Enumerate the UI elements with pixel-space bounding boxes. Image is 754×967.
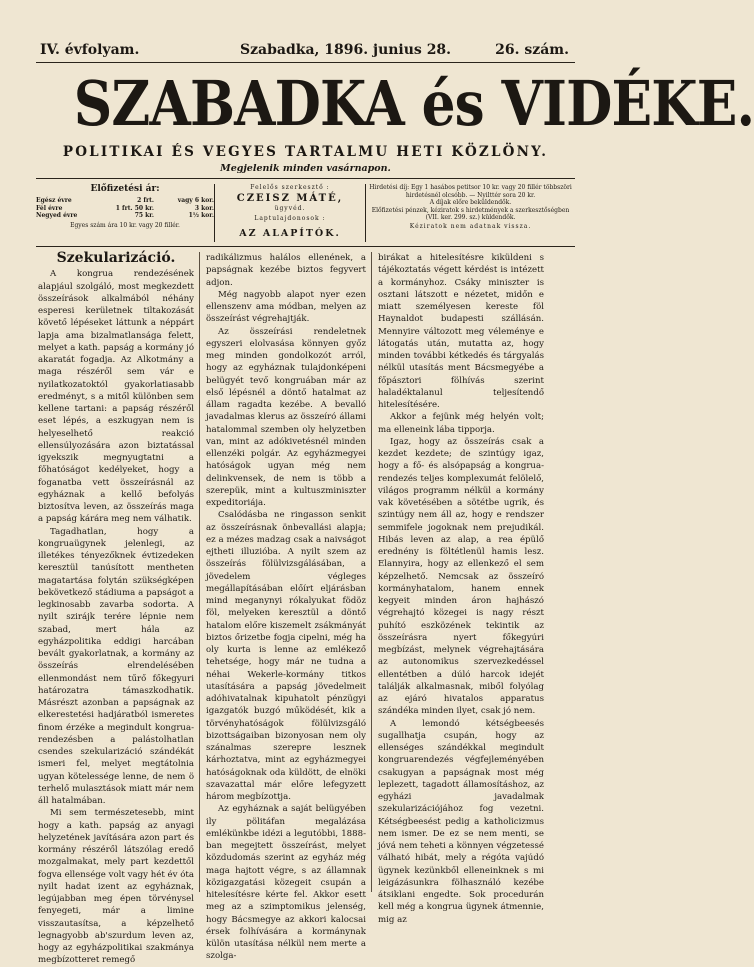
owners-label: Laptulajdonosok :	[254, 215, 326, 222]
paragraph: Az egyháznak a saját belügyében ily pölitáfan megalázása emlékünkbe idézi a legutóbbi, 1888-ban megejtett összeírást, melyet közdudomás szerint az egyház még maga hajtott végre, s az államnak közigazgatási közegeit csupán a hitelesítésre kérte fel. Akkor esett meg az a szimptomikus jelenség, hogy Bácsmegye az akkori kalocsai érsek folhívására a kormánynak külön utasítása nélkül nem merte a szolga-	[206, 804, 366, 962]
single-issue-price: Egyes szám ára 10 kr. vagy 20 fillér.	[70, 221, 180, 229]
paragraph: Akkor a fejünk még helyén volt; ma elleneink lába tipporja.	[378, 412, 544, 435]
subscription-box	[36, 184, 214, 242]
column-divider	[199, 252, 200, 892]
masthead-rule	[36, 178, 575, 179]
volume-label: IV. évfolyam.	[40, 42, 140, 58]
article-column-3	[378, 252, 544, 926]
subscription-row: Fél évre 1 frt. 50 kr. 3 kor.	[36, 204, 214, 212]
subscription-row: Negyed évre 75 kr. 1½ kor.	[36, 212, 214, 219]
article-title: Szekularizáció.	[56, 250, 176, 266]
paragraph: Igaz, hogy az összeírás csak a kezdet kezdete; de szintúgy igaz, hogy a fő- és alsópapság a kongrua-rendezés teljes komplexumát felölelő, világos programm nélkül a kormány vak követésében a sötétbe ugrik, és szintúgy nem áll az, hogy e rendszer semmifele jogoknak nem prejudikál. Hibás leven az alap, a rea épülő erednény is föltétlenül hamis lesz. Elannyira, hogy az ellenkező el sem képzelhető. Nemcsak az összeíró kormányhatalom, hanem ennek kegyeit minden áron hajhászó végrehajtó közegei is nagy részt puhító eszközének tekintik az összeírásra nyert főkegyúri megbízást, melynek végrehajtására az autonomikus szervezkedéssel ellentétben a dúló harcok idejét találják alkalmasnak, miből folyólag az ejáró hivatalos apparatus szándéka minden ilyet, csak jó nem.	[378, 436, 544, 717]
paragraph: radikálizmus halálos ellenének, a papságnak kezébe biztos fegyvert adjon.	[206, 253, 366, 288]
editors-box	[214, 184, 366, 242]
info-rule	[36, 246, 575, 247]
date-label: Szabadka, 1896. junius 28.	[240, 42, 452, 58]
top-rule	[36, 62, 575, 63]
column-divider	[371, 252, 372, 892]
editor-label: Felelős szerkesztő :	[250, 184, 330, 191]
paragraph: Az összeírási rendeletnek egyszeri elolvasása könnyen győz meg minden gondolkozót arról, hogy az egyháznak tulajdonképeni belügyét tevő kongruában már az első lépésnél a döntő hatalmat az állam ragadta kezébe. A bevalló javadalmas klerus az összeíró állami hatalommal szemben oly helyzetben van, mint az adókivetésnél minden ellenzéki polgár. Az egyházmegyei hatóságok ugyan még nem delinkvensek, de nem is több a szerepük, mint a kultuszminiszter expeditoriája.	[206, 326, 366, 508]
dateline-bar	[40, 42, 569, 62]
paragraph: A lemondó kétségbeesés sugallhatja csupán, hogy az ellenséges szándékkal megindult kongruarendezés végfejleményében csakugyan a papságnak most még leplezett, tagadott államosításhoz, az egyházi javadalmak szekularizációjához fog vezetni. Kétségbeesést pedig a katholicizmus nem ismer. De ez se nem menti, se jóvá nem teheti a könnyen végzetessé válható hibát, mely a régóta vajúdó ügynek kezünkből elleneinknek s mi leigázásunkra fölhasználó kezébe átsiklani engedte. Sok procedurán kell még a kongrua ügynek átmennie, mig az	[378, 718, 544, 925]
paragraph: Tagadhatlan, hogy a kongruaügynek jelenlegi, az illetékes tényezőknek évtizedeken keresztül tanúsított mentheten magatartása folytán szükségképen bekövetkező stádiuma a papságot a legkinosabb zavarba sodorta. A nyilt szirájk terére lépnie nem szabad, mert hála az egyházpolitika eddigi harcában bevált gyakorlatnak, a kormány az összeírás elrendelésében ellenmondást nem tűrő főkegyuri határozatra támaszkodhatik. Másrészt azonban a papságnak az elkerestetési hadjáratból ismeretes finom érzéke a megindult kongrua-rendezésben a palástolhatlan csendes szekularizáció szándékát ismeri fel, melyet megtátolnia ugyan kötelessége lenne, de nem ö terhelő mulasztások miatt már nem áll hatalmában.	[38, 526, 194, 806]
paragraph: Még nagyobb alapot nyer ezen ellenszenv ama módban, melyen az összeírást végrehajtják.	[206, 289, 366, 325]
article-column-2	[206, 252, 366, 963]
issue-number: 26. szám.	[495, 42, 569, 58]
article-column-1	[38, 252, 194, 967]
paragraph: Mi sem természetesebb, mint hogy a kath. papság az anyagi helyzetének javítására azon part és kormány részéről látszólag eredő mozgalmakat, mely part kezdettől fogva ellensége volt vagy hét év óta nyilt hadat izent az egyháznak, legújabban meg épen törvénysel fenyegeti, már a limine visszautasítsa, a képzelhető legnagyobb ab'szurdum leven az, hogy az egyházpolitikai szakmánya megbízotteret remegő	[38, 808, 194, 966]
ad-manuscripts: Kéziratok nem adatnak vissza.	[409, 222, 532, 230]
subscription-heading: Előfizetési ár:	[90, 184, 160, 194]
masthead-title: SZABADKA és VIDÉKE.	[73, 67, 754, 140]
ad-rates: Hirdetési díj: Egy 1 hasábos petitsor 10 kr. vagy 20 fillér többszöri hirdetésnél olcsóbb. — Nyilttér sora 20 kr.	[369, 184, 572, 199]
paragraph: Csalódásba ne ringasson senkit az összeírásnak önbevallási alapja; ez a mézes madzag csak a naivságot ejtheti illuzióba. A nyilt szem az összeírás fölülvizsgálásában, a jövedelem végleges megállapításában előírt eljárásban mind meganynyi rókalyukat födöz föl, melyeken keresztül a döntő hatalom előre kiszemelt zsákmányát biztos őrizetbe fogja cipelni, még ha oly kurta is lenne az emlékező tehetsége, hogy már ne tudna a néhai Wekerle-kormány titkos utasítására a papság jövedelmeit adóhivatalnak kipuhatolt pénzügyi igazgatók buzgó működését, kik a törvényhatóságok fölülvizsgáló bizottságaiban bizonyosan nem oly szánalmas szerepre lesznek kárhoztatva, mint az egyházmegyei hatóságoknak oda küldött, de elnöki szavazattal már előre lefegyzett három megbízottja.	[206, 510, 366, 802]
editor-title: ügyvéd.	[274, 204, 306, 212]
editor-name: CZEISZ MÁTÉ,	[236, 192, 344, 204]
subscription-row: Egész évre 2 frt. vagy 6 kor.	[36, 197, 214, 204]
masthead-subtitle: POLITIKAI ÉS VEGYES TARTALMU HETI KÖZLÖNY.	[62, 144, 549, 160]
ad-prepay: A díjak előre beküldendők.	[429, 199, 512, 206]
paragraph: A kongrua rendezésének alapjául szolgáló, most megkezdett összeírások alkalmából néhány esperesi kerületnek tiltakozását követő lépéseket láttunk a néppárt lapja ama bizalmatlansága felett, melyet a kath. papság a kormány jó akaratát fogadja. Az Alkotmány a maga részéről sem vár e nyilatkozatoktól gyakorlatiasabb eredményt, s a mitől különben sem kellene tartani: a papság részéről eset lépés, a eszkugyan nem is helyeselhető reakció ellensúlyozására azon biztatással igyekszik megnyugtatni a főhatóságot kedélyeket, hogy a foganatba vett összeírásnál az egyháznak a kellő befolyás biztosítva leven, az összeírás maga a papság kárára meg nem válhatik.	[38, 269, 194, 525]
advertising-box	[368, 184, 573, 242]
publication-schedule: Megjelenik minden vasárnapon.	[220, 163, 391, 174]
ad-address: Előfizetési pénzek, kéziratok s hirdetmények a szerkesztőségben (VII. ker. 299. sz.) küldendők.	[371, 206, 570, 221]
owners-name: AZ ALAPÍTÓK.	[239, 227, 341, 239]
paragraph: birákat a hitelesítésre kiküldeni s tájékoztatás végett kérdést is intézett a kormányhoz. Csáky miniszter is osztani látszott e nézetet, midőn e miatt személyesen kereste föl Haynaldot budapesti szállásán. Mennyire változott meg véleménye e látogatás után, mutatta az, hogy minden további kétkedés és tárgyalás nélkül utasítás ment Bácsmegyébe a főpásztori fölhívás szerint haladéktalanul teljesítendő hitelesítésére.	[378, 253, 544, 410]
